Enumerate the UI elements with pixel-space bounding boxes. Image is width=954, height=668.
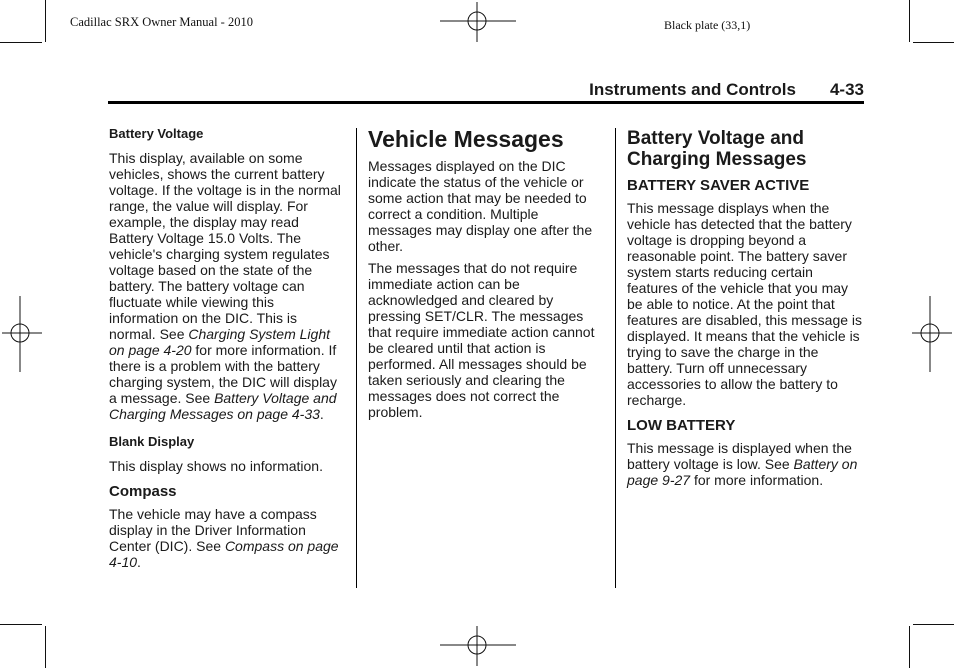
text: for more information. If there is a problem with the battery charging system, the DIC will display a message. See — [109, 342, 337, 406]
crop-mark — [909, 0, 910, 42]
column-divider — [356, 128, 357, 588]
text: This message is displayed when the battery voltage is low. See — [627, 440, 852, 472]
paragraph — [627, 440, 865, 488]
print-header-right: Black plate (33,1) — [664, 18, 751, 32]
heading-blank-display: Blank Display — [109, 434, 195, 449]
paragraph — [109, 150, 345, 422]
header-rule — [108, 101, 864, 104]
text: for more information. — [690, 472, 824, 488]
paragraph: This display shows no information. — [109, 458, 323, 474]
paragraph: Messages displayed on the DIC indicate the status of the vehicle or some action that may be needed to correct a condition. Multiple messages may display one after the other. — [368, 158, 593, 254]
crop-mark — [909, 626, 910, 668]
column-divider — [615, 128, 616, 588]
text: . — [319, 406, 324, 422]
cross-reference-link: Battery on page 9-27 — [627, 456, 858, 488]
text: . — [137, 554, 141, 570]
crop-mark — [0, 624, 42, 625]
registration-mark-icon — [2, 296, 42, 372]
registration-mark-icon — [912, 296, 952, 372]
column-right — [627, 122, 865, 494]
registration-mark-icon — [440, 2, 516, 42]
column-left — [109, 122, 345, 576]
paragraph — [109, 506, 345, 570]
column-middle — [368, 122, 606, 426]
running-head — [589, 80, 864, 100]
cross-reference-link: Charging System Light on page 4-20 — [109, 326, 331, 358]
paragraph: This message displays when the vehicle has detected that the battery voltage is dropping beyond a reasonable point. The battery saver system starts reducing certain features of the vehicle that you may be able to notice. At the point that features are disabled, this message is displayed. It means that the vehicle is trying to save the charge in the battery. Turn off unnecessary accessories to allow the battery to recharge. — [627, 200, 863, 408]
crop-mark — [913, 42, 954, 43]
registration-mark-icon — [440, 626, 516, 666]
heading-compass: Compass — [109, 483, 177, 500]
heading-battery-voltage: Battery Voltage — [109, 126, 204, 141]
text: This display, available on some vehicles, shows the current battery voltage. If the voltage is in the normal range, the value will display. For example, the display may read Battery Voltage 15.0 Volts. The vehicle's charging system regulates voltage based on the state of the battery. The battery voltage can fluctuate while viewing this information on the DIC. This is normal. See — [109, 150, 341, 342]
text: The vehicle may have a compass display in the Driver Information Center (DIC). See — [109, 506, 317, 554]
crop-mark — [45, 0, 46, 42]
heading-battery-saver-active: BATTERY SAVER ACTIVE — [627, 177, 810, 194]
cross-reference-link: Battery Voltage and Charging Messages on page 4-33 — [109, 390, 337, 422]
crop-mark — [0, 42, 42, 43]
page-number: 4-33 — [829, 80, 864, 99]
print-header-left: Cadillac SRX Owner Manual - 2010 — [70, 15, 253, 29]
cross-reference-link: Compass on page 4-10 — [109, 538, 339, 570]
section-title: Instruments and Controls — [589, 80, 796, 99]
crop-mark — [45, 626, 46, 668]
section-title-vehicle-messages: Vehicle Messages — [368, 126, 564, 152]
heading-low-battery: LOW BATTERY — [627, 417, 736, 434]
crop-mark — [913, 624, 954, 625]
paragraph: The messages that do not require immediate action can be acknowledged and cleared by pressing SET/CLR. The messages that require immediate action cannot be cleared until that action is performed. All messages should be taken seriously and clearing the messages does not correct the problem. — [368, 260, 595, 420]
section-title-battery-charging: Battery Voltage and Charging Messages — [627, 128, 807, 170]
